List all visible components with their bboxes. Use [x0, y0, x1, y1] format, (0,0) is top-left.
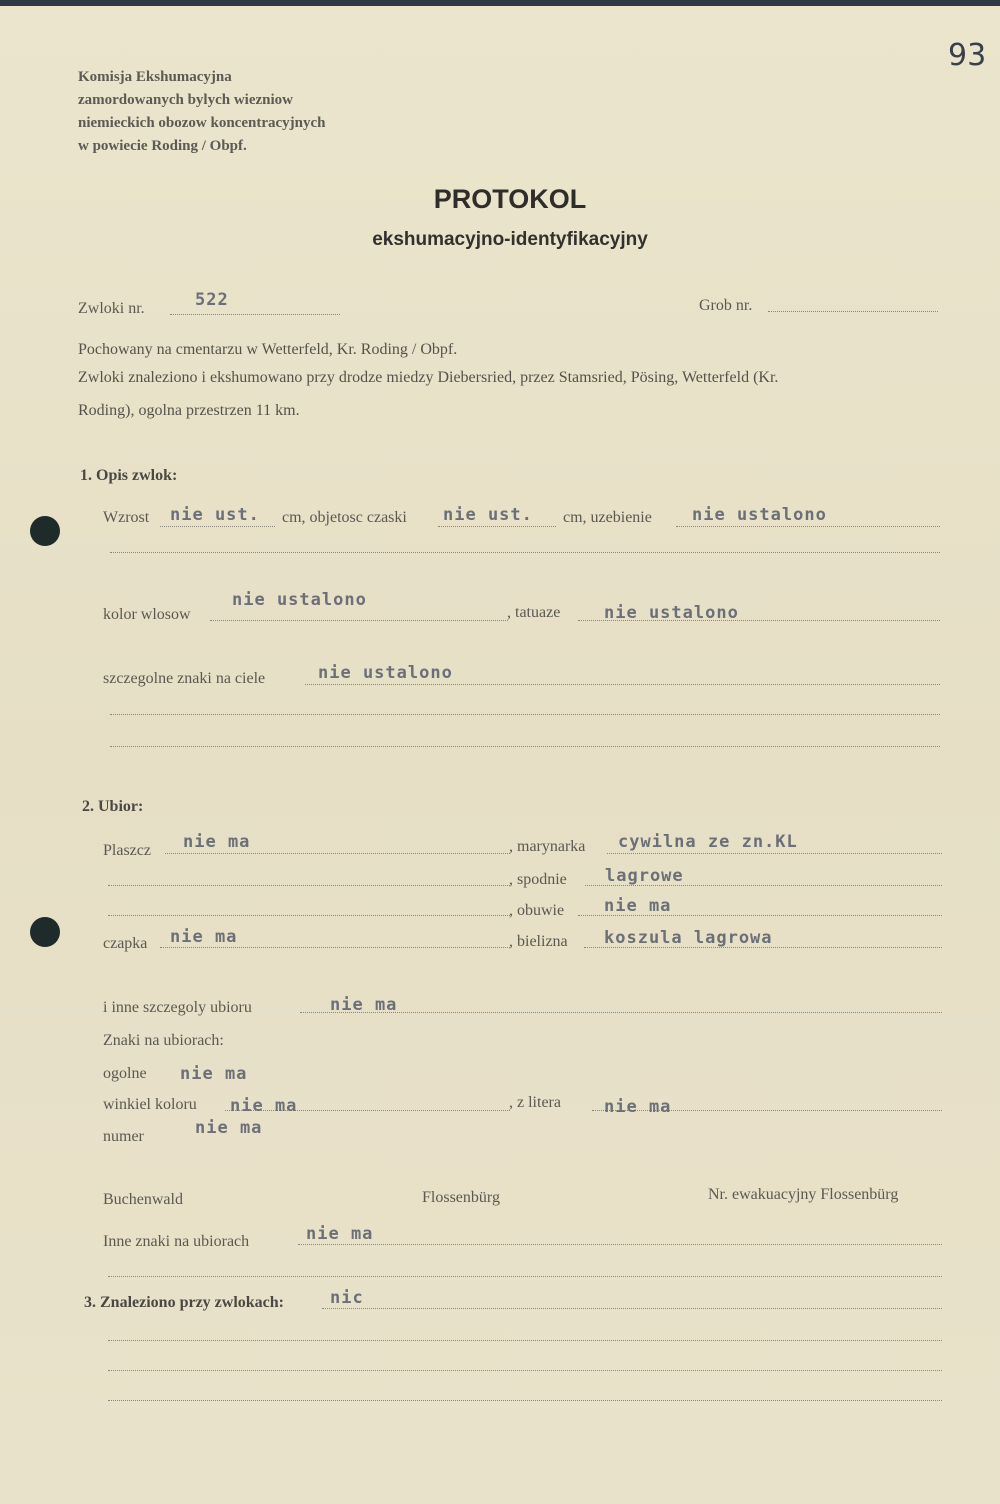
- document-subtitle: ekshumacyjno-identyfikacyjny: [372, 229, 648, 250]
- fill-line: [160, 526, 275, 527]
- buchenwald-label: Buchenwald: [103, 1191, 183, 1208]
- punch-hole: [30, 516, 60, 546]
- header-line: w powiecie Roding / Obpf.: [78, 138, 247, 154]
- page-number: 93: [948, 38, 987, 73]
- grob-label: Grob nr.: [699, 297, 753, 314]
- wzrost-label: Wzrost: [103, 509, 150, 526]
- uzebienie-value: nie ustalono: [692, 505, 827, 525]
- marynarka-value: cywilna ze zn.KL: [618, 832, 798, 852]
- punch-hole: [30, 917, 60, 947]
- tatuaze-label: , tatuaze: [507, 604, 561, 621]
- fill-line: [438, 526, 556, 527]
- flossenburg-label: Flossenbürg: [422, 1189, 500, 1206]
- bielizna-label: , bielizna: [509, 933, 568, 950]
- obuwie-value: nie ma: [604, 896, 672, 916]
- header-line: Komisja Ekshumacyjna: [78, 69, 232, 85]
- znaki-label: szczegolne znaki na ciele: [103, 670, 266, 687]
- ogolne-label: ogolne: [103, 1065, 147, 1082]
- document-title: PROTOKOL: [433, 184, 587, 214]
- burial-text: Pochowany na cmentarzu w Wetterfeld, Kr. Roding / Obpf.: [78, 341, 458, 358]
- marynarka-label: , marynarka: [509, 838, 586, 855]
- cm-skull-label: cm, objetosc czaski: [282, 509, 407, 526]
- plaszcz-value: nie ma: [183, 832, 251, 852]
- section-heading: 2. Ubior:: [82, 798, 144, 815]
- kolor-value: nie ustalono: [232, 590, 367, 610]
- winkiel-label: winkiel koloru: [103, 1096, 197, 1113]
- znaki-value: nie ustalono: [318, 663, 453, 683]
- winkiel-value: nie ma: [230, 1096, 298, 1116]
- fill-line: [322, 1308, 942, 1309]
- wzrost-value: nie ust.: [170, 505, 260, 525]
- spodnie-label: , spodnie: [509, 871, 567, 888]
- fill-line: [108, 1400, 942, 1401]
- kolor-label: kolor wlosow: [103, 606, 191, 623]
- section-heading: 3. Znaleziono przy zwlokach:: [84, 1294, 284, 1311]
- fill-line: [607, 853, 942, 854]
- litera-label: , z litera: [509, 1094, 561, 1111]
- fill-line: [768, 311, 938, 312]
- fill-line: [108, 1276, 942, 1277]
- czapka-value: nie ma: [170, 927, 238, 947]
- commission-header: [78, 66, 325, 158]
- fill-line: [305, 684, 940, 685]
- ogolne-value: nie ma: [180, 1064, 248, 1084]
- fill-line: [160, 947, 510, 948]
- found-text: Roding), ogolna przestrzen 11 km.: [78, 402, 300, 419]
- litera-value: nie ma: [604, 1097, 672, 1117]
- numer-label: numer: [103, 1128, 144, 1145]
- scan-edge: [0, 0, 1000, 6]
- header-line: niemieckich obozow koncentracyjnych: [78, 115, 326, 131]
- inne-value: nie ma: [330, 995, 398, 1015]
- cm-teeth-label: cm, uzebienie: [563, 509, 652, 526]
- found-text: Zwloki znaleziono i ekshumowano przy drodze miedzy Diebersried, przez Stamsried, Pösing, Wetterfeld (Kr.: [78, 369, 779, 386]
- inne-label: i inne szczegoly ubioru: [103, 999, 252, 1016]
- inne-znaki-label: Inne znaki na ubiorach: [103, 1233, 250, 1250]
- plaszcz-label: Plaszcz: [103, 842, 151, 859]
- header-line: zamordowanych bylych wiezniow: [78, 92, 293, 108]
- fill-line: [108, 915, 510, 916]
- czapka-label: czapka: [103, 935, 148, 952]
- fill-line: [108, 885, 510, 886]
- znaki-ubior-label: Znaki na ubiorach:: [103, 1032, 224, 1049]
- inne-znaki-value: nie ma: [306, 1224, 374, 1244]
- zwloki-value: 522: [195, 290, 229, 310]
- section-heading: 1. Opis zwlok:: [80, 467, 178, 484]
- fill-line: [165, 853, 510, 854]
- numer-value: nie ma: [195, 1118, 263, 1138]
- fill-line: [108, 1370, 942, 1371]
- czaska-value: nie ust.: [443, 505, 533, 525]
- evacuation-number-label: Nr. ewakuacyjny Flossenbürg: [708, 1186, 899, 1203]
- fill-line: [170, 314, 340, 315]
- fill-line: [676, 526, 940, 527]
- fill-line: [110, 552, 940, 553]
- found-items-value: nic: [330, 1288, 364, 1308]
- obuwie-label: , obuwie: [509, 902, 565, 919]
- bielizna-value: koszula lagrowa: [604, 928, 773, 948]
- zwloki-label: Zwloki nr.: [78, 300, 145, 317]
- tatuaze-value: nie ustalono: [604, 603, 739, 623]
- fill-line: [298, 1244, 942, 1245]
- spodnie-value: lagrowe: [605, 866, 684, 886]
- fill-line: [110, 714, 940, 715]
- fill-line: [110, 746, 940, 747]
- fill-line: [108, 1340, 942, 1341]
- fill-line: [210, 620, 508, 621]
